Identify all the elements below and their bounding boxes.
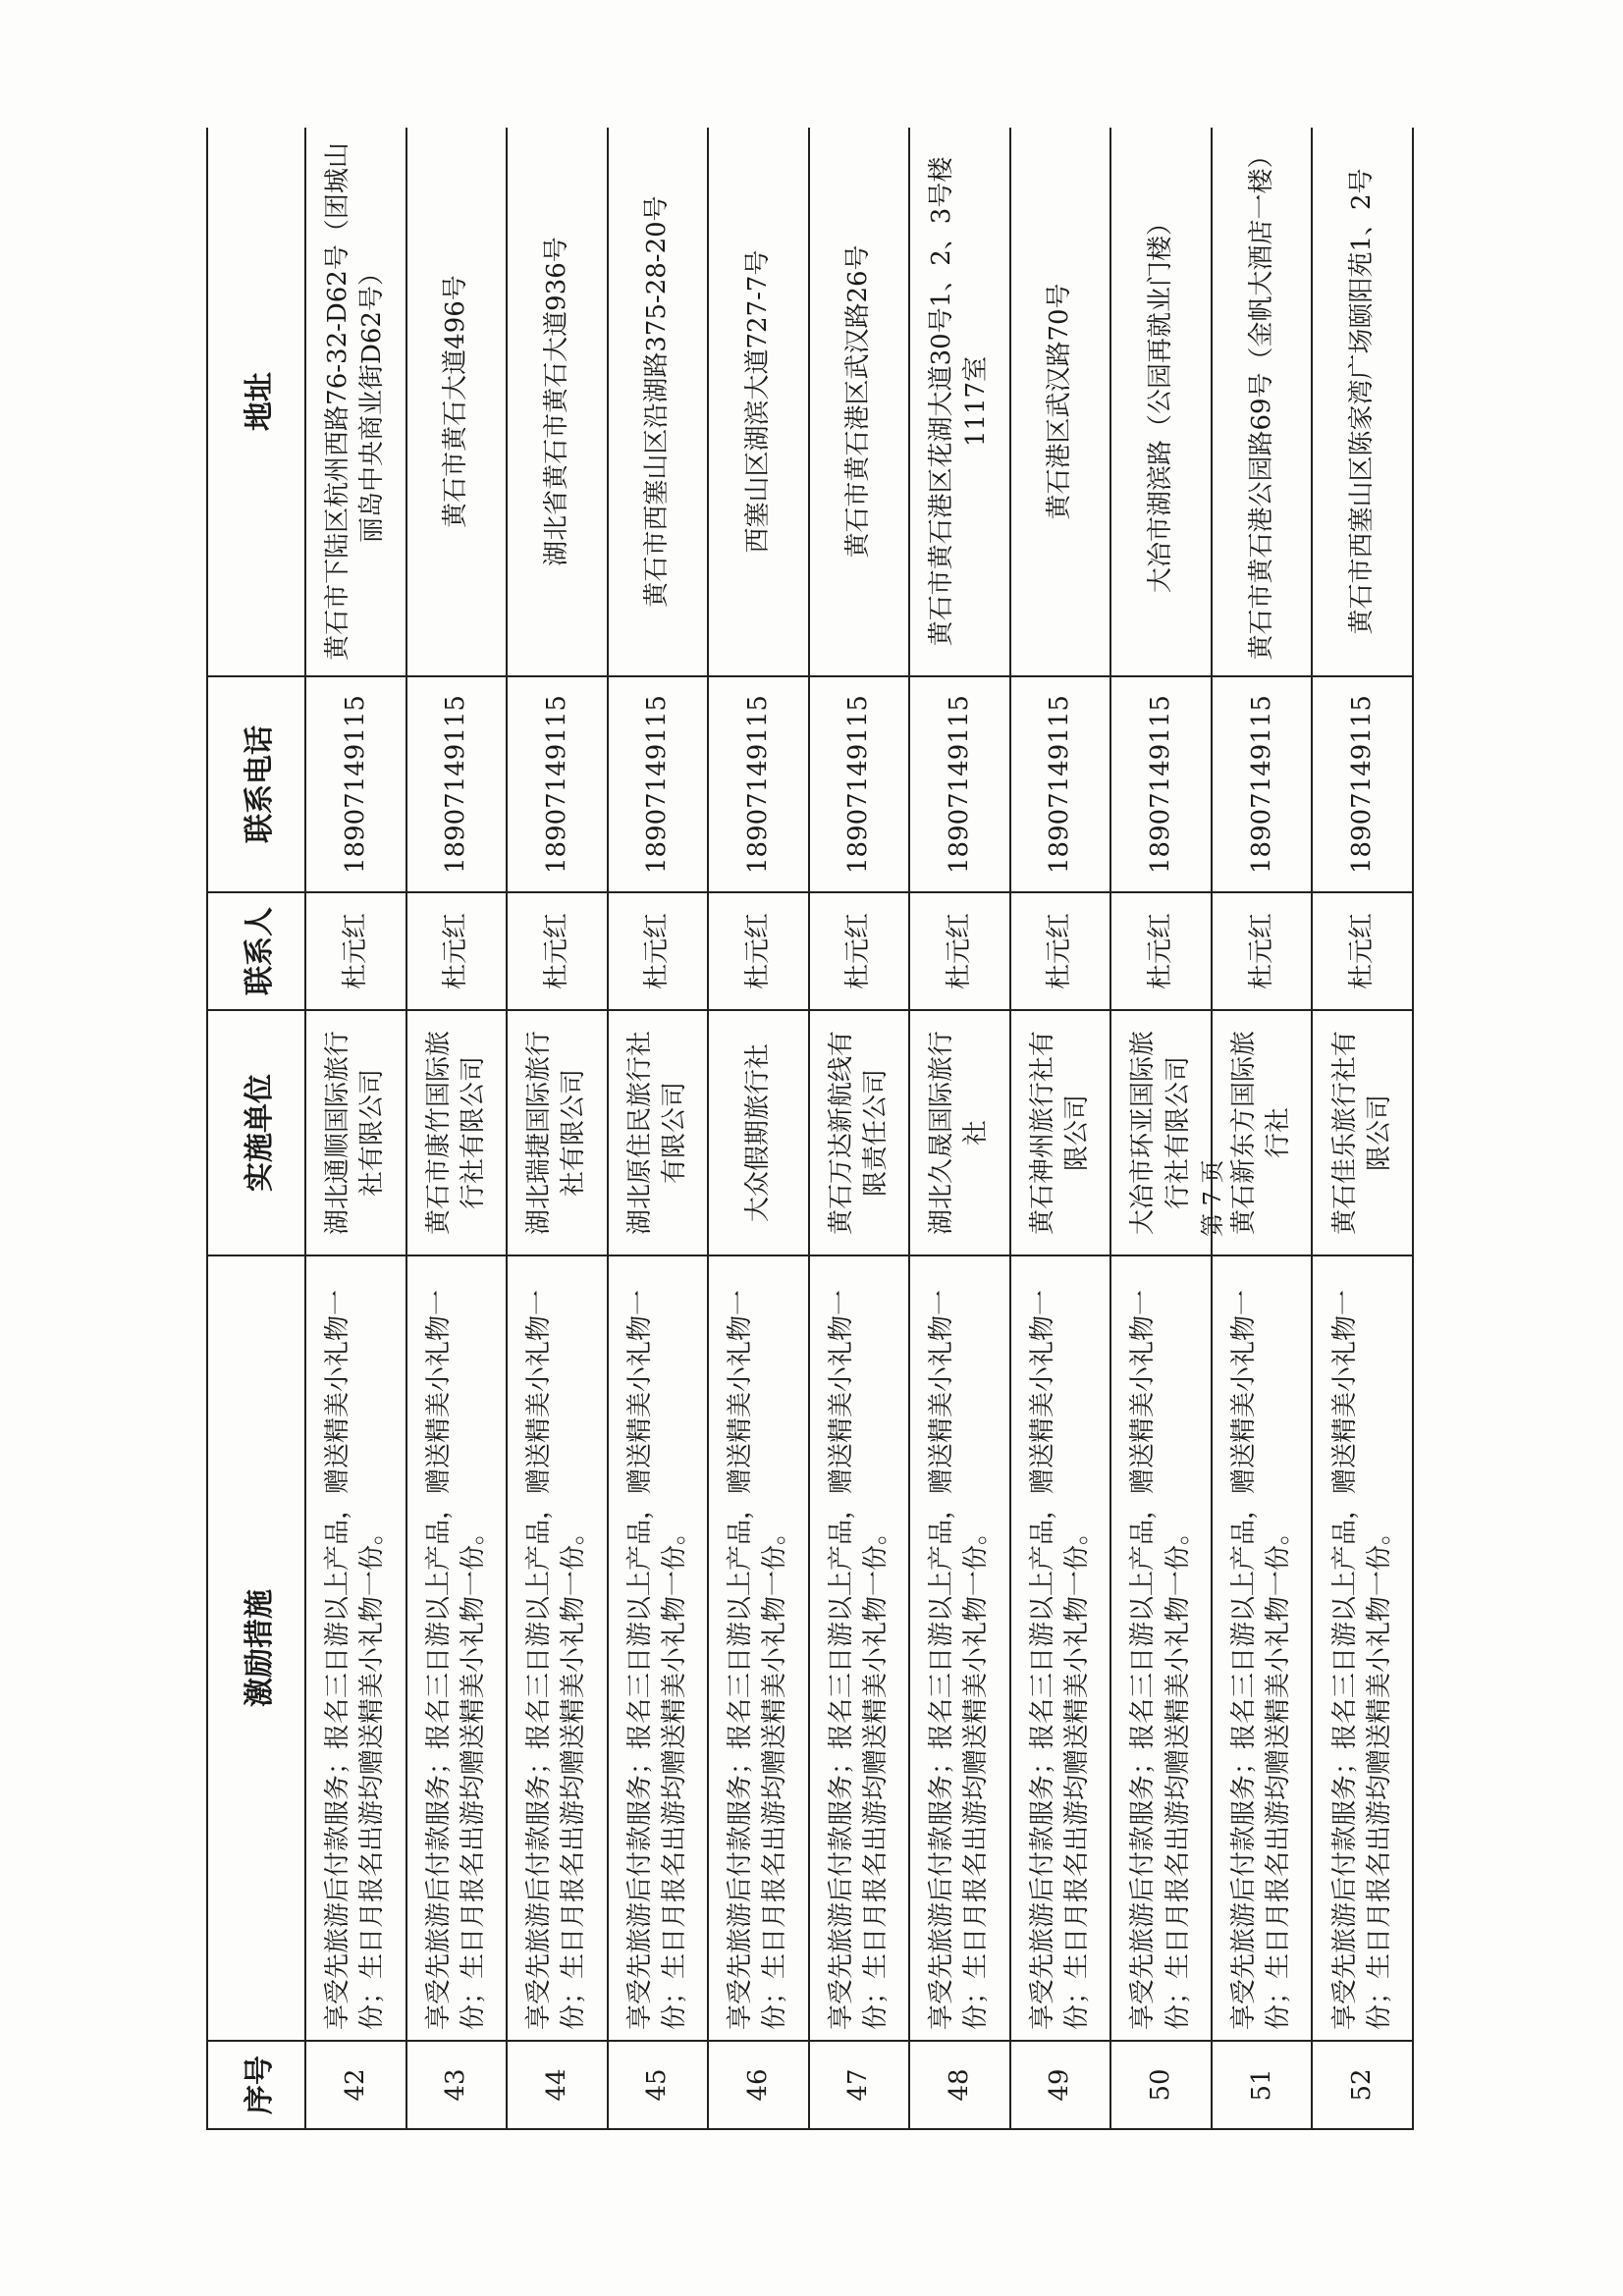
row-contact: 杜元红 <box>507 892 608 1010</box>
row-unit: 湖北久晟国际旅行社 <box>909 1010 1010 1255</box>
row-measure: 享受先旅游后付款服务；报名三日游以上产品，赠送精美小礼物一份；生日月报名出游均赠送精美小礼物一份。 <box>1212 1255 1313 2041</box>
row-contact: 杜元红 <box>708 892 809 1010</box>
page-number: 第 7 页 <box>1199 1159 1226 1237</box>
row-unit: 湖北通顺国际旅行社有限公司 <box>305 1010 406 1255</box>
header-contact: 联系人 <box>207 892 305 1010</box>
row-phone: 18907149115 <box>1212 676 1313 892</box>
row-address: 黄石港区武汉路70号 <box>1010 128 1111 676</box>
row-contact: 杜元红 <box>1212 892 1313 1010</box>
row-address: 黄石市西塞山区沿湖路375-28-20号 <box>608 128 709 676</box>
header-row <box>207 128 305 2129</box>
row-phone: 18907149115 <box>809 676 910 892</box>
table-row <box>608 128 709 2129</box>
table-row <box>305 128 406 2129</box>
row-phone: 18907149115 <box>608 676 709 892</box>
table-row <box>809 128 910 2129</box>
row-unit: 黄石万达新航线有限责任公司 <box>809 1010 910 1255</box>
table-row <box>1312 128 1413 2129</box>
row-no: 48 <box>909 2041 1010 2129</box>
header-address: 地址 <box>207 128 305 676</box>
header-unit: 实施单位 <box>207 1010 305 1255</box>
row-unit: 黄石市康竹国际旅行社有限公司 <box>406 1010 508 1255</box>
row-contact: 杜元红 <box>909 892 1010 1010</box>
row-measure: 享受先旅游后付款服务；报名三日游以上产品，赠送精美小礼物一份；生日月报名出游均赠送精美小礼物一份。 <box>708 1255 809 2041</box>
row-no: 43 <box>406 2041 508 2129</box>
row-measure: 享受先旅游后付款服务；报名三日游以上产品，赠送精美小礼物一份；生日月报名出游均赠送精美小礼物一份。 <box>305 1255 406 2041</box>
row-no: 49 <box>1010 2041 1111 2129</box>
row-measure: 享受先旅游后付款服务；报名三日游以上产品，赠送精美小礼物一份；生日月报名出游均赠送精美小礼物一份。 <box>909 1255 1010 2041</box>
row-measure: 享受先旅游后付款服务；报名三日游以上产品，赠送精美小礼物一份；生日月报名出游均赠送精美小礼物一份。 <box>1010 1255 1111 2041</box>
row-contact: 杜元红 <box>305 892 406 1010</box>
table-row <box>507 128 608 2129</box>
row-measure: 享受先旅游后付款服务；报名三日游以上产品，赠送精美小礼物一份；生日月报名出游均赠送精美小礼物一份。 <box>608 1255 709 2041</box>
row-address: 黄石市下陆区杭州西路76-32-D62号（团城山丽岛中央商业街D62号） <box>305 128 406 676</box>
row-no: 51 <box>1212 2041 1313 2129</box>
row-address: 大冶市湖滨路（公园再就业门楼） <box>1110 128 1212 676</box>
row-measure: 享受先旅游后付款服务；报名三日游以上产品，赠送精美小礼物一份；生日月报名出游均赠送精美小礼物一份。 <box>1110 1255 1212 2041</box>
table-row <box>909 128 1010 2129</box>
row-unit: 大众假期旅行社 <box>708 1010 809 1255</box>
row-unit: 湖北原住民旅行社有限公司 <box>608 1010 709 1255</box>
row-phone: 18907149115 <box>406 676 508 892</box>
header-phone: 联系电话 <box>207 676 305 892</box>
row-address: 黄石市黄石港公园路69号（金帆大酒店一楼） <box>1212 128 1313 676</box>
row-no: 52 <box>1312 2041 1413 2129</box>
row-unit: 黄石佳乐旅行社有限公司 <box>1312 1010 1413 1255</box>
row-address: 湖北省黄石市黄石大道936号 <box>507 128 608 676</box>
row-address: 黄石市西塞山区陈家湾广场颐阳苑1、2号 <box>1312 128 1413 676</box>
row-phone: 18907149115 <box>1110 676 1212 892</box>
header-measure: 激励措施 <box>207 1255 305 2041</box>
row-contact: 杜元红 <box>1010 892 1111 1010</box>
row-measure: 享受先旅游后付款服务；报名三日游以上产品，赠送精美小礼物一份；生日月报名出游均赠送精美小礼物一份。 <box>809 1255 910 2041</box>
page-footer <box>1193 1109 1252 1247</box>
row-contact: 杜元红 <box>809 892 910 1010</box>
row-no: 46 <box>708 2041 809 2129</box>
row-no: 50 <box>1110 2041 1212 2129</box>
row-phone: 18907149115 <box>305 676 406 892</box>
row-unit: 湖北瑞捷国际旅行社有限公司 <box>507 1010 608 1255</box>
row-measure: 享受先旅游后付款服务；报名三日游以上产品，赠送精美小礼物一份；生日月报名出游均赠送精美小礼物一份。 <box>1312 1255 1413 2041</box>
row-unit: 黄石新东方国际旅行社 <box>1212 1010 1313 1255</box>
row-unit: 大冶市环亚国际旅行社有限公司 <box>1110 1010 1212 1255</box>
row-phone: 18907149115 <box>1010 676 1111 892</box>
row-address: 黄石市黄石港区花湖大道30号1、2、3号楼1117室 <box>909 128 1010 676</box>
row-contact: 杜元红 <box>406 892 508 1010</box>
row-address: 黄石市黄石大道496号 <box>406 128 508 676</box>
row-phone: 18907149115 <box>507 676 608 892</box>
row-contact: 杜元红 <box>1110 892 1212 1010</box>
row-phone: 18907149115 <box>708 676 809 892</box>
row-contact: 杜元红 <box>608 892 709 1010</box>
row-measure: 享受先旅游后付款服务；报名三日游以上产品，赠送精美小礼物一份；生日月报名出游均赠送精美小礼物一份。 <box>507 1255 608 2041</box>
row-measure: 享受先旅游后付款服务；报名三日游以上产品，赠送精美小礼物一份；生日月报名出游均赠送精美小礼物一份。 <box>406 1255 508 2041</box>
row-contact: 杜元红 <box>1312 892 1413 1010</box>
table-row <box>708 128 809 2129</box>
header-no: 序号 <box>207 2041 305 2129</box>
row-no: 45 <box>608 2041 709 2129</box>
row-no: 42 <box>305 2041 406 2129</box>
row-phone: 18907149115 <box>909 676 1010 892</box>
row-phone: 18907149115 <box>1312 676 1413 892</box>
table-row <box>1010 128 1111 2129</box>
row-address: 黄石市黄石港区武汉路26号 <box>809 128 910 676</box>
row-unit: 黄石神州旅行社有限公司 <box>1010 1010 1111 1255</box>
row-address: 西塞山区湖滨大道727-7号 <box>708 128 809 676</box>
row-no: 44 <box>507 2041 608 2129</box>
row-no: 47 <box>809 2041 910 2129</box>
table-row <box>406 128 508 2129</box>
